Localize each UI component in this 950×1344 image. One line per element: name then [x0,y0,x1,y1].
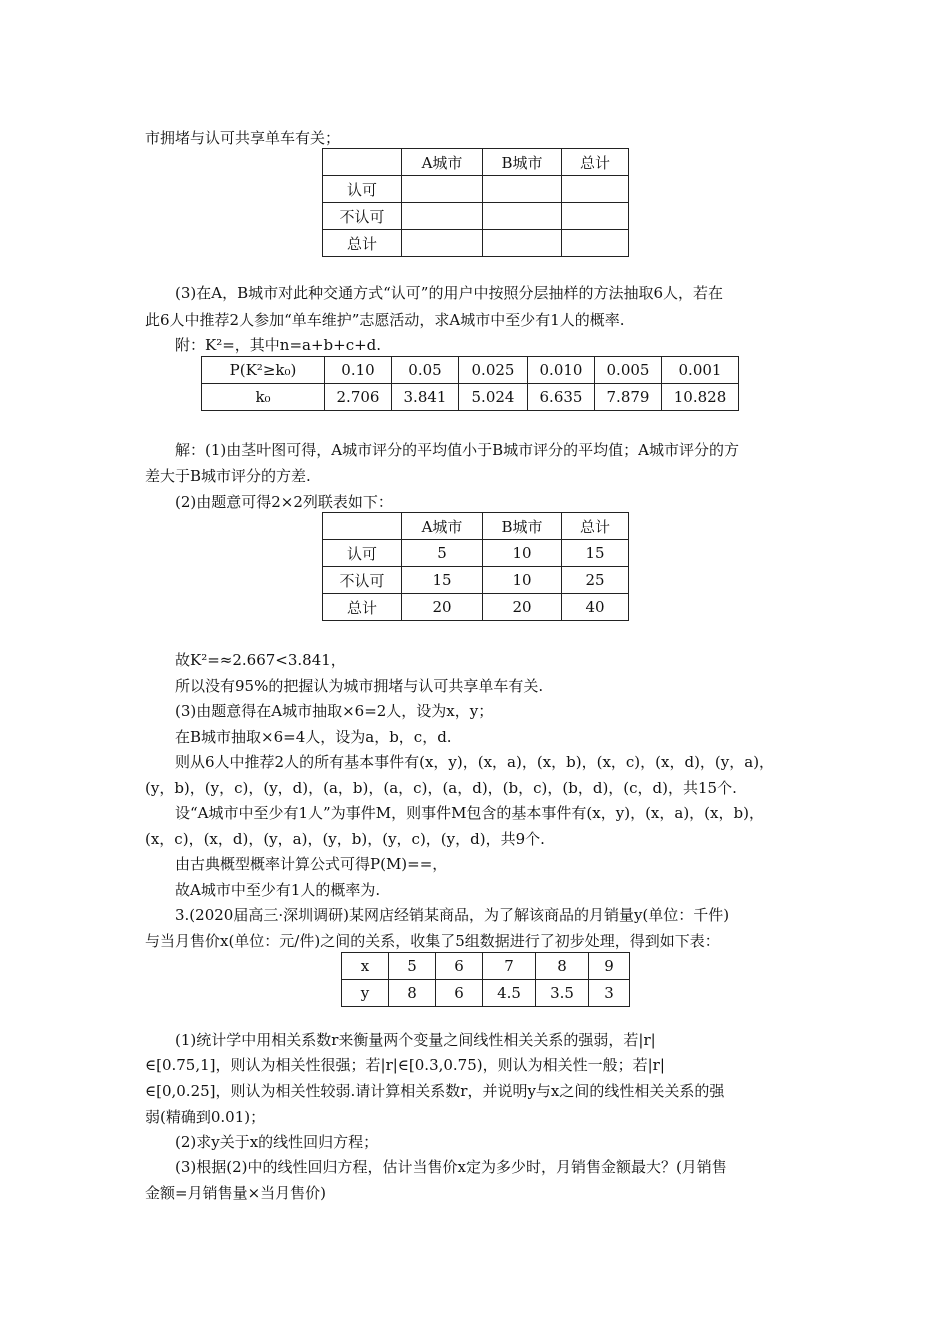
table-cell [483,203,562,230]
text-line: 3.(2020届高三·深圳调研)某网店经销某商品，为了解该商品的月销量y(单位：千件) [175,906,730,924]
table-cell: 不认可 [323,567,402,594]
table-cell: 认可 [323,540,402,567]
text-line: 故A城市中至少有1人的概率为. [175,881,381,899]
table-cell: 0.025 [459,357,528,384]
table-cell [323,513,402,540]
table-cell [562,230,629,257]
text-line: ∈[0.75,1]，则认为相关性很强；若|r|∈[0.3,0.75)，则认为相关性一般；若|r| [145,1056,665,1074]
table-cell [562,203,629,230]
table-cell: 40 [562,594,629,621]
table-cell: B城市 [483,513,562,540]
table-cell: 不认可 [323,203,402,230]
table-cell [323,149,402,176]
table-cell: 4.5 [483,980,536,1007]
text-line: 与当月售价x(单位：元/件)之间的关系，收集了5组数据进行了初步处理，得到如下表： [145,932,720,950]
table-cell: 总计 [562,149,629,176]
table-cell: 总计 [562,513,629,540]
text-line: (3)由题意得在A城市抽取×6=2人，设为x，y； [175,702,494,720]
table-cell: 6.635 [528,384,595,411]
table-cell [483,176,562,203]
text-line: (2)求y关于x的线性回归方程； [175,1133,379,1151]
table-cell: 20 [402,594,483,621]
text-line: 则从6人中推荐2人的所有基本事件有(x，y)，(x，a)，(x，b)，(x，c)，(x，d)，(y，a)， [175,753,775,771]
text-line: 差大于B城市评分的方差. [145,467,311,485]
text-line: ∈[0,0.25]，则认为相关性较弱.请计算相关系数r，并说明y与x之间的线性相关关系的强 [145,1082,725,1100]
text-line: (y，b)，(y，c)，(y，d)，(a，b)，(a，c)，(a，d)，(b，c)，(b，d)，(c，d)，共15个. [145,779,737,797]
table-cell: 10 [483,567,562,594]
table-cell: A城市 [402,149,483,176]
table-cell: 15 [402,567,483,594]
table-cell: 7 [483,953,536,980]
table-cell [483,230,562,257]
table-cell: 5 [402,540,483,567]
table-cell: 总计 [323,230,402,257]
table-cell: 0.005 [595,357,662,384]
table-cell: 0.001 [662,357,739,384]
table-cell: x [342,953,389,980]
critical-value-table [201,356,739,411]
table-cell [402,203,483,230]
table-cell: 3.5 [536,980,589,1007]
table-cell: 3.841 [392,384,459,411]
text-line: 由古典概型概率计算公式可得P(M)==， [175,855,448,873]
table-cell: 3 [589,980,630,1007]
table-cell: 8 [389,980,436,1007]
table-cell: 15 [562,540,629,567]
text-line: (3)在A，B城市对此种交通方式“认可”的用户中按照分层抽样的方法抽取6人，若在 [175,284,723,302]
table-cell [402,230,483,257]
text-line: (3)根据(2)中的线性回归方程，估计当售价x定为多少时，月销售金额最大？(月销售 [175,1158,727,1176]
table-cell: 0.10 [325,357,392,384]
text-line: 故K²=≈2.667<3.841， [175,651,346,669]
table-cell [402,176,483,203]
table-cell: 9 [589,953,630,980]
text-line: 此6人中推荐2人参加“单车维护”志愿活动，求A城市中至少有1人的概率. [145,311,625,329]
text-line: 设“A城市中至少有1人”为事件M，则事件M包含的基本事件有(x，y)，(x，a)，(x，b)， [175,804,764,822]
table-cell: 2.706 [325,384,392,411]
table-cell: 6 [436,980,483,1007]
table-cell: k₀ [202,384,325,411]
table-cell: 总计 [323,594,402,621]
contingency-table-empty [322,148,629,257]
text-line: 弱(精确到0.01)； [145,1108,266,1126]
table-cell: 认可 [323,176,402,203]
table-cell: 25 [562,567,629,594]
table-cell [562,176,629,203]
text-line: (x，c)，(x，d)，(y，a)，(y，b)，(y，c)，(y，d)，共9个. [145,830,545,848]
table-cell: 20 [483,594,562,621]
table-cell: 0.010 [528,357,595,384]
table-cell: P(K²≥k₀) [202,357,325,384]
xy-data-table [341,952,630,1007]
table-cell: 5.024 [459,384,528,411]
text-line: (2)由题意可得2×2列联表如下： [175,493,393,511]
table-cell: 10 [483,540,562,567]
text-line: (1)统计学中用相关系数r来衡量两个变量之间线性相关关系的强弱，若|r| [175,1031,656,1049]
text-line: 所以没有95%的把握认为城市拥堵与认可共享单车有关. [175,677,544,695]
table-cell: 6 [436,953,483,980]
text-line: 附：K²=，其中n=a+b+c+d. [175,336,382,354]
table-cell: 0.05 [392,357,459,384]
table-cell: 5 [389,953,436,980]
table-cell: y [342,980,389,1007]
table-cell: 10.828 [662,384,739,411]
table-cell: B城市 [483,149,562,176]
text-line: 市拥堵与认可共享单车有关； [145,129,341,147]
table-cell: 8 [536,953,589,980]
text-line: 在B城市抽取×6=4人，设为a，b，c，d. [175,728,452,746]
text-line: 金额=月销售量×当月售价) [145,1184,326,1202]
table-cell: A城市 [402,513,483,540]
contingency-table-filled [322,512,629,621]
text-line: 解：(1)由茎叶图可得，A城市评分的平均值小于B城市评分的平均值；A城市评分的方 [175,441,739,459]
table-cell: 7.879 [595,384,662,411]
